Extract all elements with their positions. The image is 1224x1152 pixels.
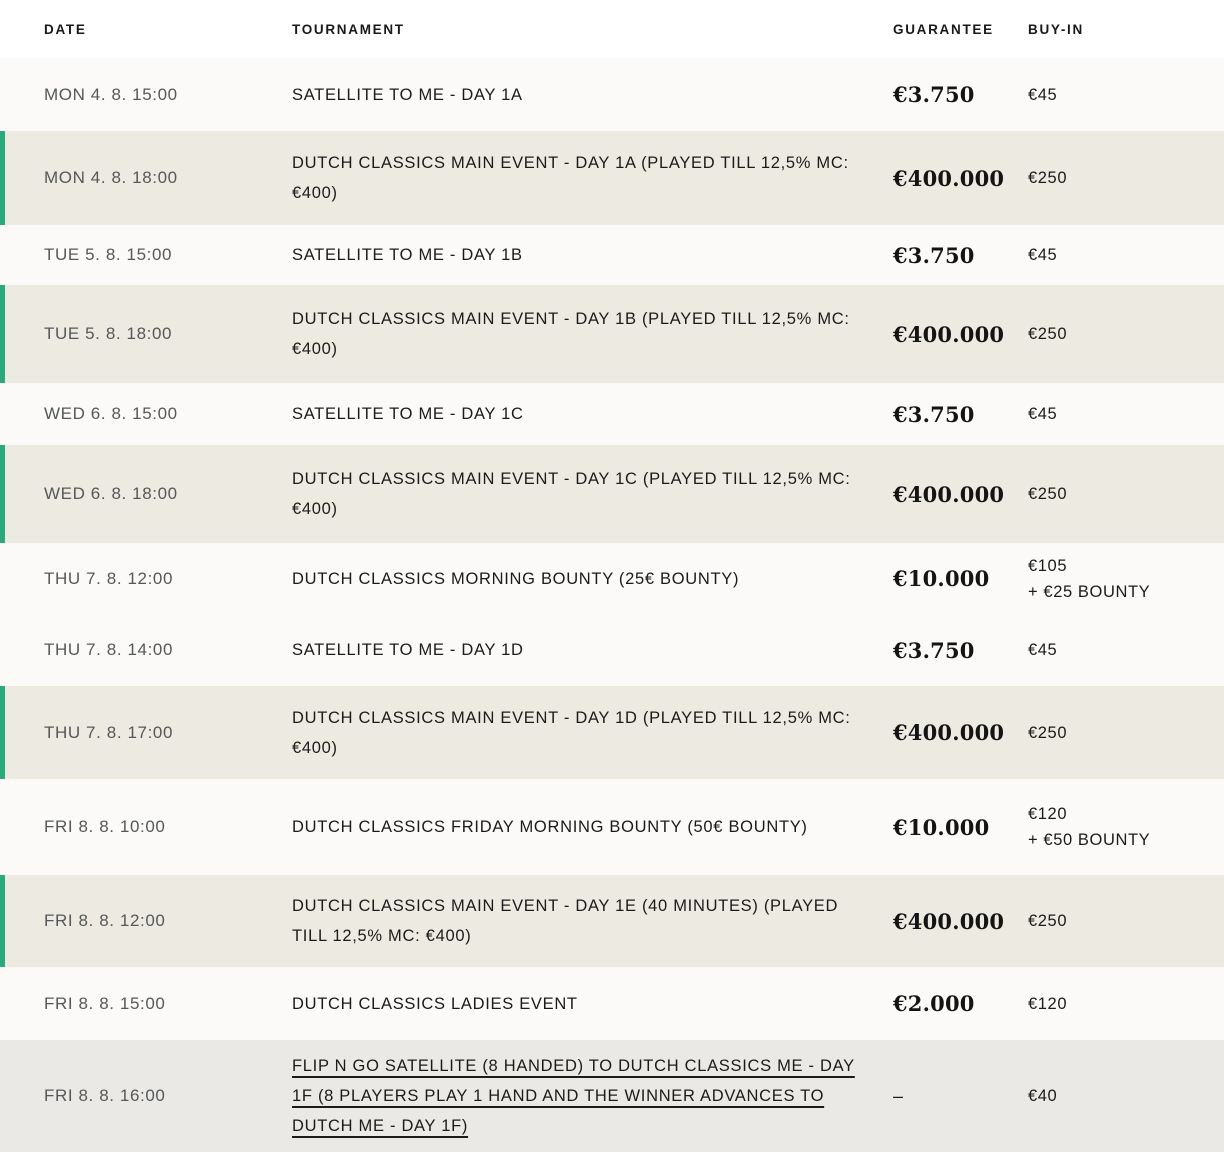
date-cell: FRI 8. 8. 16:00 bbox=[44, 1086, 166, 1105]
guarantee-cell: €3.750 bbox=[893, 82, 975, 107]
guarantee-cell: €400.000 bbox=[893, 720, 1005, 745]
guarantee-cell: €3.750 bbox=[893, 242, 975, 268]
date-cell: FRI 8. 8. 10:00 bbox=[44, 817, 166, 836]
guarantee-cell: €400.000 bbox=[893, 481, 1005, 507]
tournament-cell: DUTCH CLASSICS MAIN EVENT - DAY 1D (PLAYED TILL 12,5% MC: €400) bbox=[292, 708, 851, 757]
column-header-tournament: TOURNAMENT bbox=[292, 21, 405, 37]
buyin-bounty-amount: + €50 BOUNTY bbox=[1028, 831, 1151, 849]
table-row-highlighted bbox=[0, 285, 1224, 383]
guarantee-cell: €400.000 bbox=[893, 165, 1005, 191]
tournament-cell: SATELLITE TO ME - DAY 1C bbox=[292, 405, 524, 423]
date-cell: THU 7. 8. 12:00 bbox=[44, 568, 174, 588]
guarantee-cell: €2.000 bbox=[893, 991, 975, 1016]
tournament-cell: DUTCH CLASSICS MAIN EVENT - DAY 1E (40 MINUTES) (PLAYED TILL 12,5% MC: €400) bbox=[292, 897, 839, 945]
buyin-cell: €45 bbox=[1028, 246, 1058, 264]
buyin-cell: €250 bbox=[1028, 912, 1068, 930]
table-row-highlighted bbox=[0, 445, 1224, 543]
buyin-cell: €40 bbox=[1028, 1087, 1058, 1105]
buyin-cell: €45 bbox=[1028, 85, 1058, 104]
date-cell: TUE 5. 8. 18:00 bbox=[44, 324, 173, 343]
column-header-date: DATE bbox=[44, 21, 87, 37]
tournament-cell: DUTCH CLASSICS MAIN EVENT - DAY 1C (PLAYED TILL 12,5% MC: €400) bbox=[292, 470, 851, 518]
date-cell: WED 6. 8. 15:00 bbox=[44, 404, 178, 423]
buyin-cell: €120 bbox=[1028, 994, 1068, 1013]
buyin-amount: €120 bbox=[1028, 805, 1068, 823]
table-row bbox=[0, 779, 1224, 875]
buyin-cell: €250 bbox=[1028, 169, 1068, 187]
table-row bbox=[0, 614, 1224, 686]
buyin-cell bbox=[1028, 801, 1224, 853]
table-header-row bbox=[0, 0, 1224, 58]
guarantee-cell: €10.000 bbox=[893, 814, 990, 840]
buyin-cell: €250 bbox=[1028, 325, 1068, 343]
buyin-cell bbox=[1028, 553, 1224, 605]
date-cell: FRI 8. 8. 15:00 bbox=[44, 993, 166, 1013]
date-cell: FRI 8. 8. 12:00 bbox=[44, 911, 166, 930]
date-cell: THU 7. 8. 14:00 bbox=[44, 640, 174, 659]
table-row-link bbox=[0, 1040, 1224, 1152]
date-cell: MON 4. 8. 18:00 bbox=[44, 168, 178, 187]
tournament-cell: SATELLITE TO ME - DAY 1D bbox=[292, 641, 524, 659]
tournament-cell: DUTCH CLASSICS MAIN EVENT - DAY 1B (PLAYED TILL 12,5% MC: €400) bbox=[292, 310, 850, 358]
table-row-highlighted bbox=[0, 686, 1224, 779]
column-header-buyin: BUY-IN bbox=[1028, 21, 1084, 37]
buyin-cell: €45 bbox=[1028, 641, 1058, 659]
table-row-highlighted bbox=[0, 131, 1224, 225]
guarantee-cell: €400.000 bbox=[893, 908, 1005, 934]
date-cell: THU 7. 8. 17:00 bbox=[44, 722, 174, 742]
table-row bbox=[0, 225, 1224, 285]
tournament-cell: DUTCH CLASSICS FRIDAY MORNING BOUNTY (50€ BOUNTY) bbox=[292, 818, 808, 836]
table-row-highlighted bbox=[0, 875, 1224, 967]
tournament-cell: SATELLITE TO ME - DAY 1B bbox=[292, 246, 523, 264]
buyin-amount: €105 bbox=[1028, 556, 1068, 575]
tournament-cell: DUTCH CLASSICS MORNING BOUNTY (25€ BOUNTY) bbox=[292, 569, 740, 588]
guarantee-cell: €3.750 bbox=[893, 637, 975, 663]
tournament-cell bbox=[292, 1051, 893, 1141]
buyin-cell: €250 bbox=[1028, 723, 1068, 742]
guarantee-cell: €10.000 bbox=[893, 566, 990, 591]
table-row bbox=[0, 543, 1224, 614]
guarantee-cell: €400.000 bbox=[893, 321, 1005, 347]
buyin-cell: €250 bbox=[1028, 485, 1068, 503]
date-cell: WED 6. 8. 18:00 bbox=[44, 484, 178, 503]
table-row bbox=[0, 967, 1224, 1040]
guarantee-cell: €3.750 bbox=[893, 401, 975, 427]
buyin-cell: €45 bbox=[1028, 405, 1058, 423]
guarantee-cell: – bbox=[893, 1085, 904, 1106]
tournament-cell: DUTCH CLASSICS MAIN EVENT - DAY 1A (PLAYED TILL 12,5% MC: €400) bbox=[292, 154, 849, 202]
tournament-cell: DUTCH CLASSICS LADIES EVENT bbox=[292, 994, 578, 1013]
date-cell: TUE 5. 8. 15:00 bbox=[44, 245, 173, 264]
table-row bbox=[0, 58, 1224, 131]
table-row bbox=[0, 383, 1224, 445]
tournament-cell: SATELLITE TO ME - DAY 1A bbox=[292, 85, 523, 104]
tournament-link[interactable]: FLIP N GO SATELLITE (8 HANDED) TO DUTCH CLASSICS ME - DAY 1F (8 PLAYERS PLAY 1 HAND AND THE WINNER ADVANCES TO DUTCH ME - DAY 1F) bbox=[292, 1057, 855, 1135]
date-cell: MON 4. 8. 15:00 bbox=[44, 84, 178, 104]
buyin-bounty-amount: + €25 BOUNTY bbox=[1028, 582, 1151, 601]
column-header-guarantee: GUARANTEE bbox=[893, 21, 994, 37]
